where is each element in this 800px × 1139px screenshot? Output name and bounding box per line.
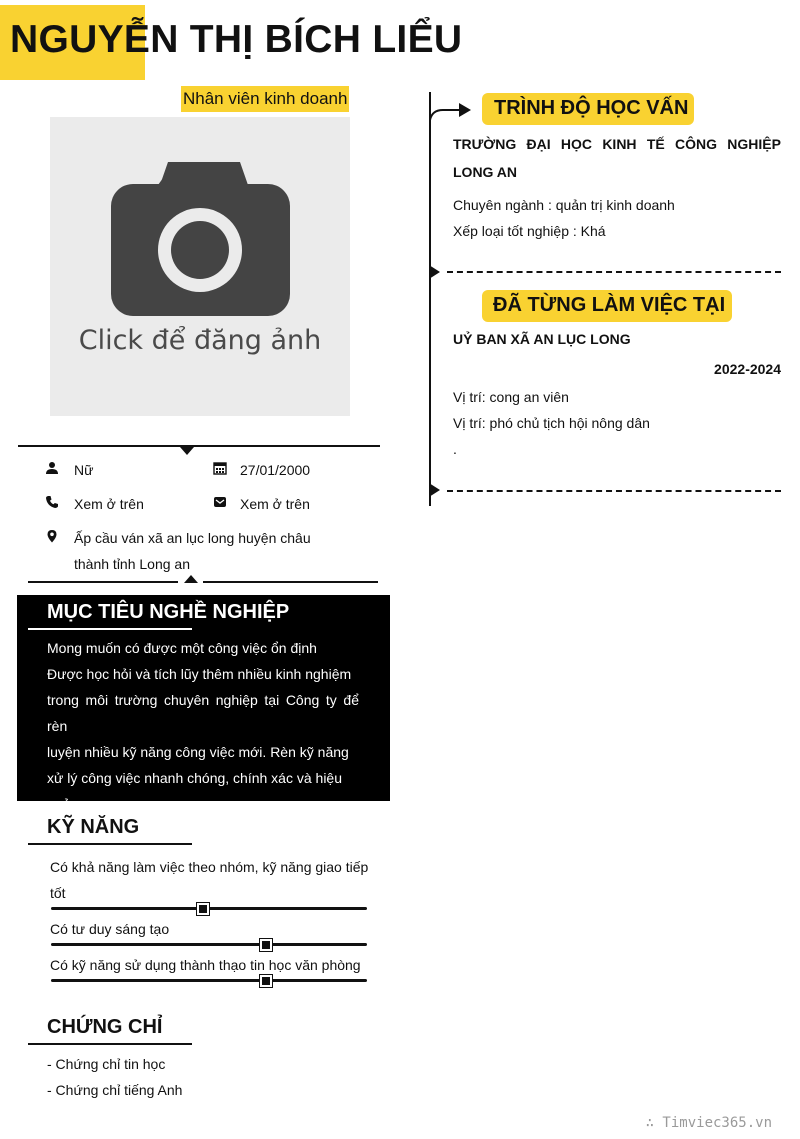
experience-title: ĐÃ TỪNG LÀM VIỆC TẠI xyxy=(493,294,726,316)
phone-value: Xem ở trên xyxy=(74,496,144,512)
skill-2-knob xyxy=(260,939,272,951)
objective-line: xử lý công việc nhanh chóng, chính xác và hiệu xyxy=(47,770,342,786)
calendar-icon xyxy=(213,461,227,475)
objective-line: quả xyxy=(47,796,71,812)
divider-top xyxy=(18,445,380,447)
education-title: TRÌNH ĐỘ HỌC VẤN xyxy=(494,97,689,119)
birthday-value: 27/01/2000 xyxy=(240,462,311,478)
objective-text xyxy=(47,635,359,817)
skill-3-label: Có kỹ năng sử dụng thành thạo tin học văn phòng xyxy=(50,957,361,973)
camera-icon xyxy=(50,117,350,317)
skill-1-line-2: tốt xyxy=(50,885,66,901)
certificates-title: CHỨNG CHỈ xyxy=(47,1016,163,1038)
gender-value: Nữ xyxy=(74,462,94,478)
skills-title: KỸ NĂNG xyxy=(47,816,140,838)
school-name-line-2: LONG AN xyxy=(453,164,518,180)
divider-marker-down xyxy=(180,447,194,455)
certificates-underline xyxy=(28,1043,192,1045)
work-extra: . xyxy=(453,441,457,457)
divider-marker-up xyxy=(184,575,198,583)
education-major: Chuyên ngành : quản trị kinh doanh xyxy=(453,197,675,213)
certificate-item: - Chứng chỉ tin học xyxy=(47,1056,166,1072)
skill-1-bar xyxy=(51,907,367,910)
skill-1-knob xyxy=(197,903,209,915)
objective-line: trong môi trường chuyên nghiệp tại Công ty để rèn xyxy=(47,692,359,734)
experience-divider xyxy=(447,490,781,492)
email-icon xyxy=(213,495,227,509)
objective-line: luyện nhiều kỹ năng công việc mới. Rèn kỹ năng xyxy=(47,744,349,760)
divider-bottom-left xyxy=(28,581,178,583)
education-rank: Xếp loại tốt nghiệp : Khá xyxy=(453,223,606,239)
watermark: ∴ Timviec365.vn xyxy=(645,1115,772,1131)
work-period: 2022-2024 xyxy=(714,361,781,377)
company-name: UỶ BAN XÃ AN LỤC LONG xyxy=(453,331,631,347)
skill-2-label: Có tư duy sáng tạo xyxy=(50,921,170,937)
education-divider xyxy=(447,271,781,273)
work-position-1: Vị trí: cong an viên xyxy=(453,389,569,405)
school-name-line-1: TRƯỜNG ĐẠI HỌC KINH TẾ CÔNG NGHIỆP xyxy=(453,136,781,152)
work-position-2: Vị trí: phó chủ tịch hội nông dân xyxy=(453,415,650,431)
skill-3-knob xyxy=(260,975,272,987)
skill-1-line-1: Có khả năng làm việc theo nhóm, kỹ năng giao tiếp xyxy=(50,859,369,875)
timeline-line xyxy=(429,92,431,506)
divider-bottom-right xyxy=(203,581,378,583)
address-line-1: Ấp cầu ván xã an lục long huyện châu xyxy=(74,530,311,546)
certificate-item: - Chứng chỉ tiếng Anh xyxy=(47,1082,183,1098)
timeline-arrow-icon xyxy=(429,100,473,122)
location-icon xyxy=(45,529,59,543)
photo-upload[interactable] xyxy=(50,117,350,416)
address-line-2: thành tỉnh Long an xyxy=(74,556,190,572)
candidate-name: NGUYỄN THỊ BÍCH LIỂU xyxy=(10,18,463,61)
objective-underline xyxy=(28,628,192,630)
timeline-marker-icon xyxy=(429,265,440,279)
skill-2-bar xyxy=(51,943,367,946)
phone-icon xyxy=(45,495,59,509)
objective-line: Được học hỏi và tích lũy thêm nhiều kinh nghiệm xyxy=(47,666,352,682)
photo-label: Click để đăng ảnh xyxy=(78,325,322,356)
objective-title: MỤC TIÊU NGHỀ NGHIỆP xyxy=(47,601,290,623)
user-icon xyxy=(45,461,59,475)
email-value: Xem ở trên xyxy=(240,496,310,512)
timeline-marker-icon xyxy=(429,483,440,497)
skills-underline xyxy=(28,843,192,845)
objective-line: Mong muốn có được một công việc ổn định xyxy=(47,640,317,656)
objective-section xyxy=(17,595,390,812)
skill-3-bar xyxy=(51,979,367,982)
job-title: Nhân viên kinh doanh xyxy=(181,86,349,112)
